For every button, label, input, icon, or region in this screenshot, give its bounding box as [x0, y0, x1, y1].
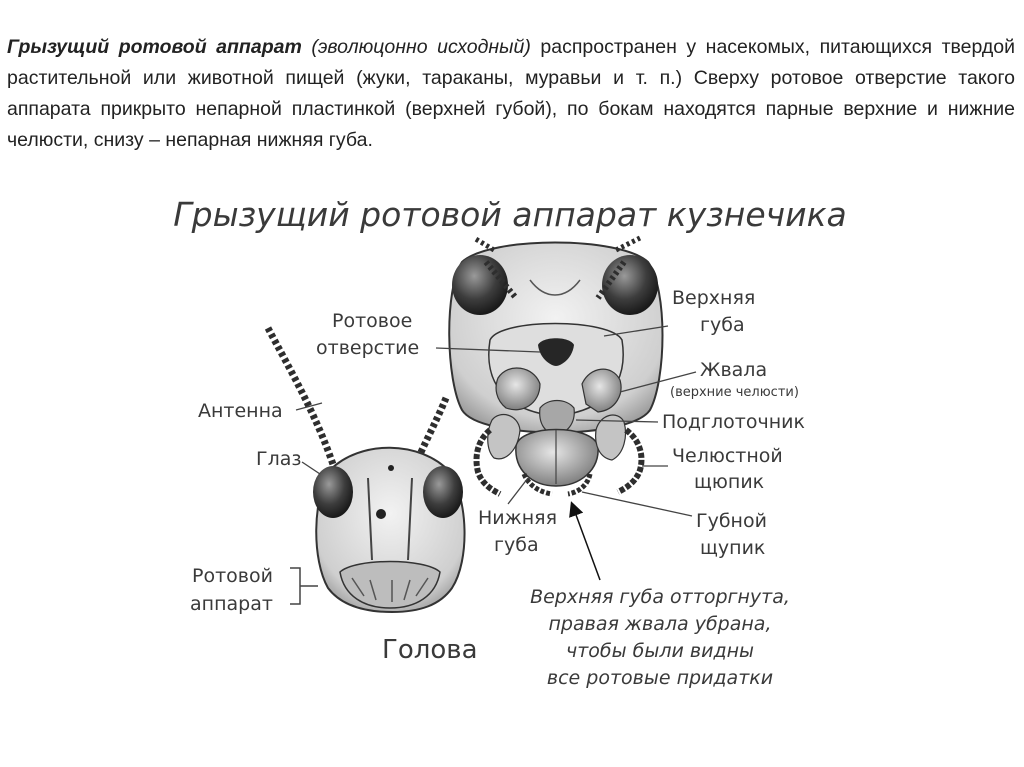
- label-antenna: Антенна: [198, 400, 283, 422]
- note-line1: Верхняя губа отторгнута,: [530, 586, 790, 608]
- label-hypopharynx: Подглоточник: [662, 411, 805, 433]
- labium: [516, 430, 598, 487]
- label-maxillary-palp-line1: Челюстной: [672, 445, 783, 467]
- label-labium-line1: Нижняя: [478, 507, 558, 529]
- eye-right: [423, 466, 463, 518]
- note-line3: чтобы были видны: [565, 640, 755, 662]
- note-line4: все ротовые придатки: [546, 667, 774, 689]
- figure-title: Грызущий ротовой аппарат кузнечика: [173, 195, 847, 234]
- note-line2: правая жвала убрана,: [548, 613, 772, 635]
- label-mouthparts-line1: Ротовой: [192, 565, 273, 587]
- label-labrum-line1: Верхняя: [672, 287, 756, 309]
- label-mandible-note: (верхние челюсти): [670, 385, 799, 400]
- intro-aside: (эволюцонно исходный): [311, 36, 531, 58]
- mouthparts-detail-illustration: [449, 238, 662, 494]
- label-labial-palp-line1: Губной: [696, 510, 767, 532]
- label-eye: Глаз: [256, 448, 302, 470]
- label-maxillary-palp-line2: щюпик: [694, 471, 765, 493]
- label-labial-palp-line2: щупик: [700, 537, 766, 559]
- intro-body-text: распространен у насекомых, питающихся твердой растительной или животной пищей (жуки, тараканы, муравьи и т. п.) Сверху ротовое отверстие такого аппарата прикрыто непарной пластинкой (верхней губой), по бокам находятся парные верхние и нижние челюсти, снизу – непарная нижняя губа.: [7, 36, 1015, 151]
- label-mouth-opening-line1: Ротовое: [332, 310, 413, 332]
- detail-eye-left: [452, 255, 508, 315]
- label-labium-line2: губа: [494, 534, 539, 556]
- label-mouthparts-line2: аппарат: [190, 593, 273, 615]
- label-mandible: Жвала: [700, 359, 768, 381]
- mouthparts-bracket: [290, 568, 318, 604]
- label-mouth-opening-line2: отверстие: [316, 337, 420, 359]
- note-arrow: [572, 504, 600, 580]
- intro-lead-term: Грызущий ротовой аппарат: [7, 36, 302, 58]
- maxilla-right: [596, 415, 626, 460]
- head-caption: Голова: [382, 635, 478, 665]
- head-illustration: [268, 328, 465, 612]
- label-labrum-line2: губа: [700, 314, 745, 336]
